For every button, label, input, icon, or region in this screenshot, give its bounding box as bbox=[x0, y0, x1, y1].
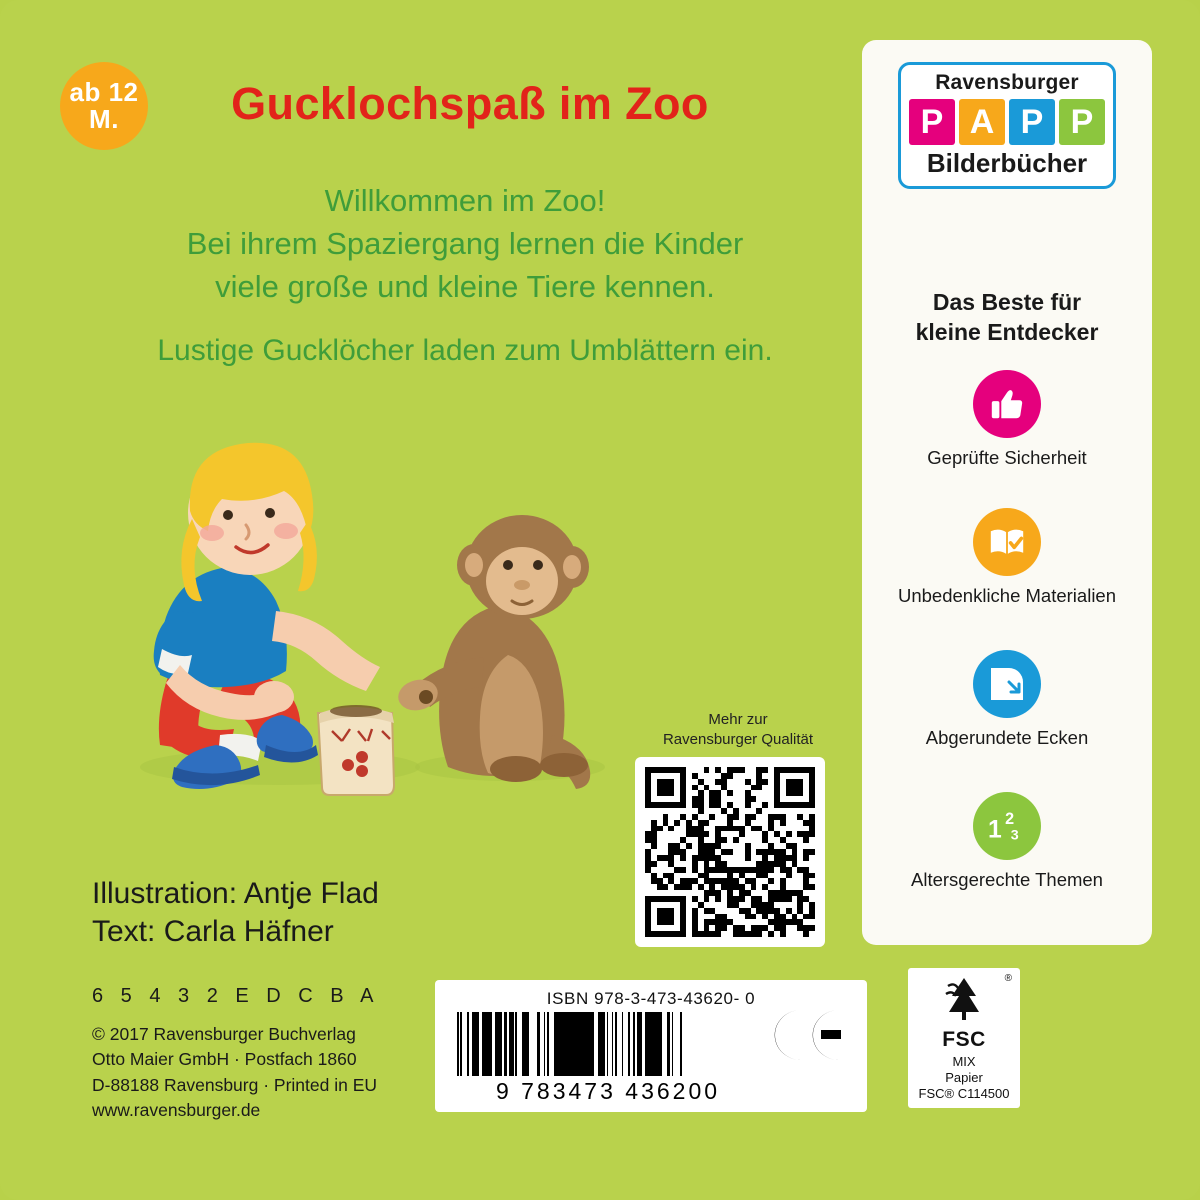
age-badge-line2: M. bbox=[89, 104, 119, 134]
blurb-line-1: Willkommen im Zoo! bbox=[324, 183, 606, 218]
age-badge-line1: ab 12 bbox=[69, 77, 139, 108]
illustration-svg bbox=[70, 415, 690, 845]
rounded-corner-icon bbox=[973, 650, 1041, 718]
panel-claim-line-2: kleine Entdecker bbox=[915, 318, 1099, 345]
svg-text:1: 1 bbox=[988, 816, 1002, 844]
feature-label-rounded-corners: Abgerundete Ecken bbox=[925, 727, 1089, 748]
imprint bbox=[92, 1022, 377, 1124]
numbers-123-icon bbox=[973, 792, 1041, 860]
qr-caption-line-1: Mehr zur bbox=[708, 711, 768, 728]
blurb bbox=[70, 180, 860, 372]
imprint-line-2: Otto Maier GmbH · Postfach 1860 bbox=[92, 1049, 357, 1070]
illustration-child-and-monkey bbox=[70, 415, 690, 845]
feature-label-safety: Geprüfte Sicherheit bbox=[927, 447, 1087, 468]
papp-letter-1: P bbox=[909, 99, 955, 145]
feature-label-age-topics: Altersgerechte Themen bbox=[911, 869, 1103, 890]
feature-label-materials: Unbedenkliche Materialien bbox=[897, 585, 1117, 606]
papp-logo bbox=[898, 62, 1116, 189]
papp-letters bbox=[901, 99, 1113, 145]
feature-age-topics bbox=[862, 792, 1152, 891]
fsc-label bbox=[908, 968, 1020, 1108]
qr-code[interactable] bbox=[635, 757, 825, 947]
credits bbox=[92, 875, 379, 952]
thumbs-up-icon bbox=[973, 370, 1041, 438]
barcode-block bbox=[435, 980, 867, 1112]
page-title: Gucklochspaß im Zoo bbox=[231, 78, 709, 129]
blurb-line-2: Bei ihrem Spaziergang lernen die Kinder bbox=[186, 225, 744, 261]
qr-caption-line-2: Ravensburger Qualität bbox=[662, 730, 814, 748]
quality-panel bbox=[862, 40, 1152, 945]
papp-letter-2: A bbox=[959, 99, 1005, 145]
credit-text: Text: Carla Häfner bbox=[92, 915, 334, 949]
fsc-mix: MIX bbox=[952, 1053, 976, 1069]
papp-letter-3: P bbox=[1009, 99, 1055, 145]
thumbs-up-glyph bbox=[988, 385, 1026, 423]
imprint-website[interactable]: www.ravensburger.de bbox=[92, 1100, 261, 1121]
svg-text:3: 3 bbox=[1010, 827, 1019, 844]
panel-claim-line-1: Das Beste für bbox=[932, 289, 1082, 315]
panel-claim bbox=[862, 288, 1152, 348]
ce-mark-icon bbox=[763, 1004, 849, 1066]
fsc-tree-icon bbox=[942, 976, 986, 1022]
imprint-line-3: D-88188 Ravensburg · Printed in EU bbox=[92, 1074, 378, 1095]
numbers-123-glyph bbox=[986, 807, 1028, 845]
qr-caption bbox=[648, 710, 828, 749]
feature-rounded-corners bbox=[862, 650, 1152, 749]
isbn-text: ISBN 978-3-473-43620- 0 bbox=[546, 989, 756, 1008]
rounded-corner-glyph bbox=[987, 664, 1027, 704]
feature-materials bbox=[862, 508, 1152, 607]
papp-letter-4: P bbox=[1059, 99, 1105, 145]
fsc-name: FSC bbox=[942, 1028, 986, 1052]
blurb-paragraph-2: Lustige Gucklöcher laden zum Umblättern ein. bbox=[157, 334, 773, 368]
blurb-line-3: viele große und kleine Tiere kennen. bbox=[215, 268, 715, 304]
papp-brand: Ravensburger bbox=[935, 71, 1079, 94]
ean-barcode bbox=[457, 1012, 757, 1076]
ean-digits: 9 783473 436200 bbox=[495, 1078, 721, 1104]
open-book-glyph bbox=[987, 524, 1027, 560]
svg-text:2: 2 bbox=[1005, 810, 1015, 829]
fsc-registered-mark: ® bbox=[1004, 973, 1012, 984]
credit-illustration: Illustration: Antje Flad bbox=[92, 877, 379, 910]
print-run-code: 6 5 4 3 2 E D C B A bbox=[92, 985, 380, 1007]
qr-code-matrix bbox=[645, 767, 815, 937]
open-book-check-icon bbox=[973, 508, 1041, 576]
feature-safety bbox=[862, 370, 1152, 469]
fsc-paper: Papier bbox=[945, 1069, 983, 1085]
fsc-code: FSC® C114500 bbox=[918, 1086, 1010, 1101]
papp-subtitle: Bilderbücher bbox=[926, 148, 1088, 178]
imprint-line-1: © 2017 Ravensburger Buchverlag bbox=[92, 1024, 356, 1044]
